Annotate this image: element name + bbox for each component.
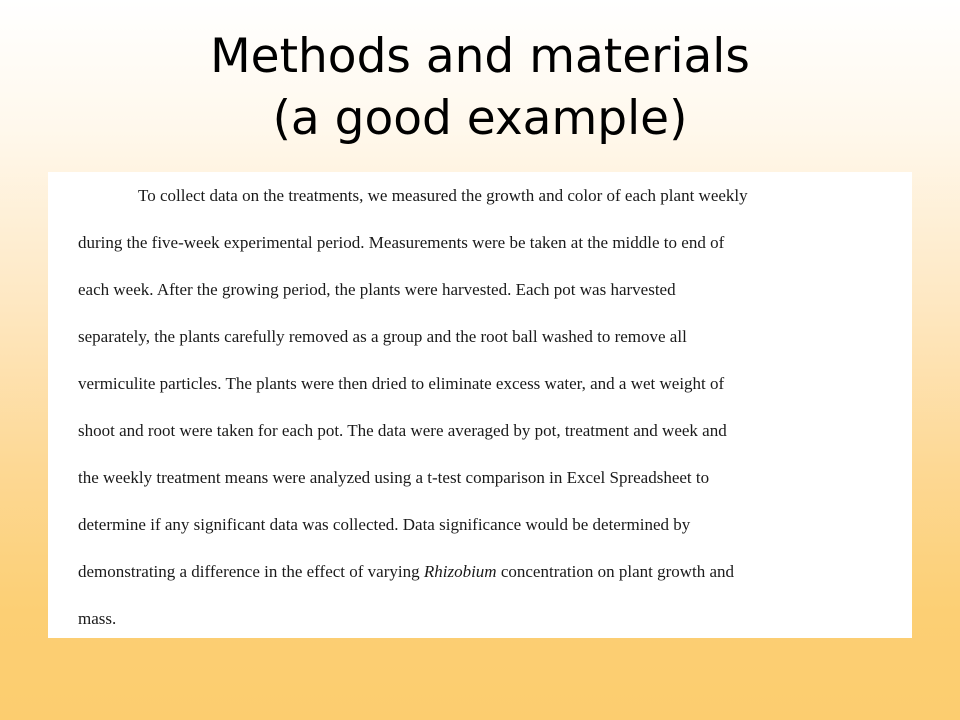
slide-title-line-1: Methods and materials (210, 29, 750, 84)
excerpt-line-with-italic (78, 560, 882, 607)
excerpt-line: separately, the plants carefully removed as a group and the root ball washed to remove all (78, 327, 687, 346)
excerpt-line: vermiculite particles. The plants were then dried to eliminate excess water, and a wet weight of (78, 374, 725, 393)
excerpt-line: the weekly treatment means were analyzed using a t-test comparison in Excel Spreadsheet to (78, 468, 710, 487)
excerpt-line: each week. After the growing period, the plants were harvested. Each pot was harvested (78, 280, 676, 299)
excerpt-text: demonstrating a difference in the effect of varying (78, 562, 424, 581)
methods-text-excerpt (48, 172, 912, 638)
excerpt-text: concentration on plant growth and (496, 562, 735, 581)
excerpt-line: To collect data on the treatments, we measured the growth and color of each plant weekly (138, 186, 748, 205)
excerpt-line: shoot and root were taken for each pot. The data were averaged by pot, treatment and week and (78, 421, 727, 440)
excerpt-line: during the five-week experimental period. Measurements were be taken at the middle to end of (78, 233, 725, 252)
slide-title (0, 26, 960, 150)
slide-title-line-2: (a good example) (272, 91, 688, 146)
excerpt-line: mass. (78, 609, 117, 628)
excerpt-italic-term: Rhizobium (423, 562, 497, 581)
excerpt-line: determine if any significant data was collected. Data significance would be determined by (78, 515, 691, 534)
